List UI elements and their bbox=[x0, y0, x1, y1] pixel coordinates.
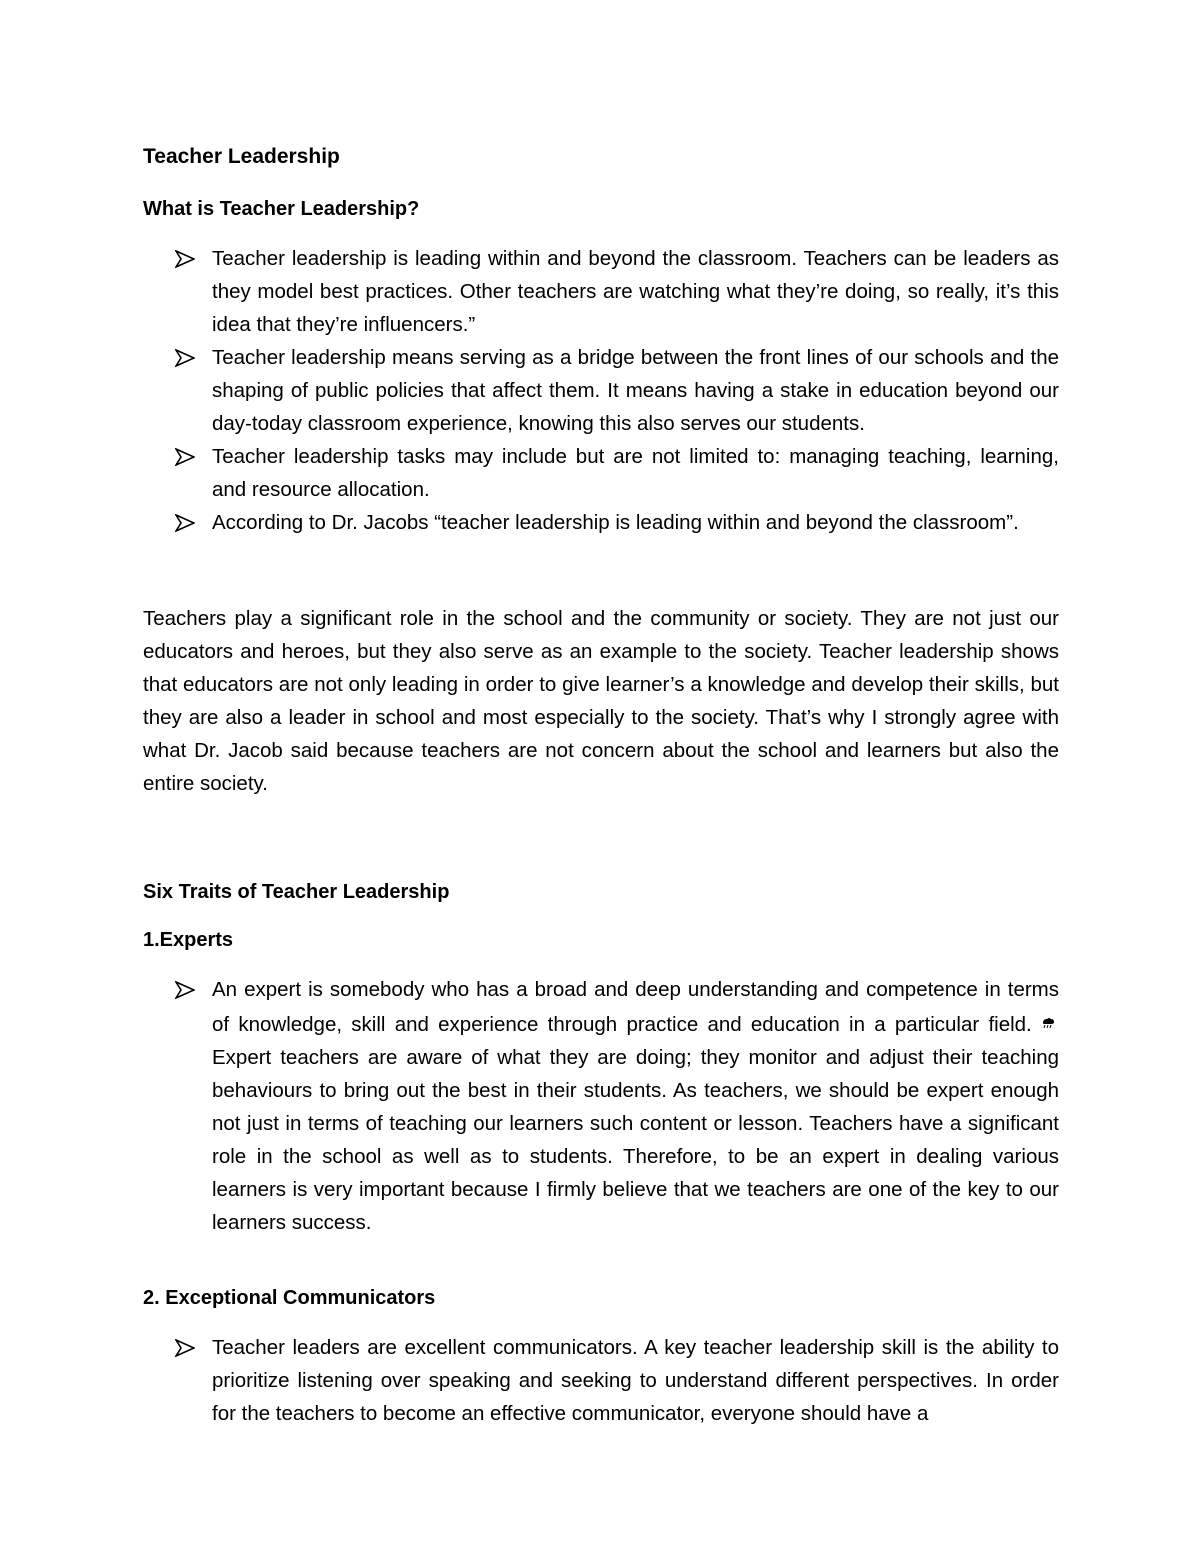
communicators-bullet-list bbox=[143, 1331, 1059, 1430]
cloud-glyph-icon bbox=[1041, 1006, 1055, 1018]
list-item bbox=[143, 973, 1059, 1239]
arrow-bullet-icon bbox=[175, 973, 199, 1006]
bullet-text: Teacher leaders are excellent communicators. A key teacher leadership skill is the ability to prioritize listening over speaking and seeking to understand different perspectives. In order for the teachers to become an effective communicator, everyone should have a bbox=[212, 1336, 1059, 1425]
bullet-text-part2: Expert teachers are aware of what they are doing; they monitor and adjust their teaching behaviours to bring out the best in their students. As teachers, we should be expert enough not just in terms of teaching our learners such content or lesson. Teachers have a significant role in the school as well as to students. Therefore, to be an expert in dealing various learners is very important because I firmly believe that we teachers are one of the key to our learners success. bbox=[212, 1046, 1059, 1234]
list-item bbox=[143, 506, 1059, 539]
arrow-bullet-icon bbox=[175, 1331, 199, 1364]
body-paragraph: Teachers play a significant role in the school and the community or society. They are not just our educators and heroes, but they also serve as an example to the society. Teacher leadership shows that educators are not only leading in order to give learner’s a knowledge and develop their skills, but they are also a leader in school and most especially to the society. That’s why I strongly agree with what Dr. Jacob said because teachers are not concern about the school and learners but also the entire society. bbox=[143, 607, 1059, 795]
section-heading-six-traits: Six Traits of Teacher Leadership bbox=[143, 881, 450, 903]
list-item bbox=[143, 341, 1059, 440]
arrow-bullet-icon bbox=[175, 506, 199, 539]
arrow-bullet-icon bbox=[175, 440, 199, 473]
list-item bbox=[143, 242, 1059, 341]
arrow-bullet-icon bbox=[175, 341, 199, 374]
section-heading-what-is: What is Teacher Leadership? bbox=[143, 198, 420, 220]
arrow-bullet-icon bbox=[175, 242, 199, 275]
experts-bullet-list bbox=[143, 973, 1059, 1239]
list-item bbox=[143, 1331, 1059, 1430]
trait-heading-experts: 1.Experts bbox=[143, 929, 234, 951]
list-item bbox=[143, 440, 1059, 506]
bullet-text: Teacher leadership is leading within and beyond the classroom. Teachers can be leaders as they model best practices. Other teachers are watching what they’re doing, so really, it’s this idea that they’re influencers.” bbox=[212, 247, 1059, 336]
document-content bbox=[143, 142, 1059, 1430]
bullet-text: Teacher leadership tasks may include but are not limited to: managing teaching, learning, and resource allocation. bbox=[212, 445, 1059, 501]
definition-bullet-list bbox=[143, 242, 1059, 539]
bullet-text: According to Dr. Jacobs “teacher leadership is leading within and beyond the classroom”. bbox=[212, 511, 1019, 534]
spacer bbox=[143, 800, 1059, 877]
bullet-text: Teacher leadership means serving as a bridge between the front lines of our schools and the shaping of public policies that affect them. It means having a stake in education beyond our day-today classroom experience, knowing this also serves our students. bbox=[212, 346, 1059, 435]
bullet-text-part1: An expert is somebody who has a broad and deep understanding and competence in terms of knowledge, skill and experience through practice and education in a particular field. bbox=[212, 978, 1059, 1036]
spacer bbox=[143, 1239, 1059, 1283]
document-title: Teacher Leadership bbox=[143, 145, 340, 168]
trait-heading-communicators: 2. Exceptional Communicators bbox=[143, 1287, 436, 1309]
spacer bbox=[143, 539, 1059, 602]
